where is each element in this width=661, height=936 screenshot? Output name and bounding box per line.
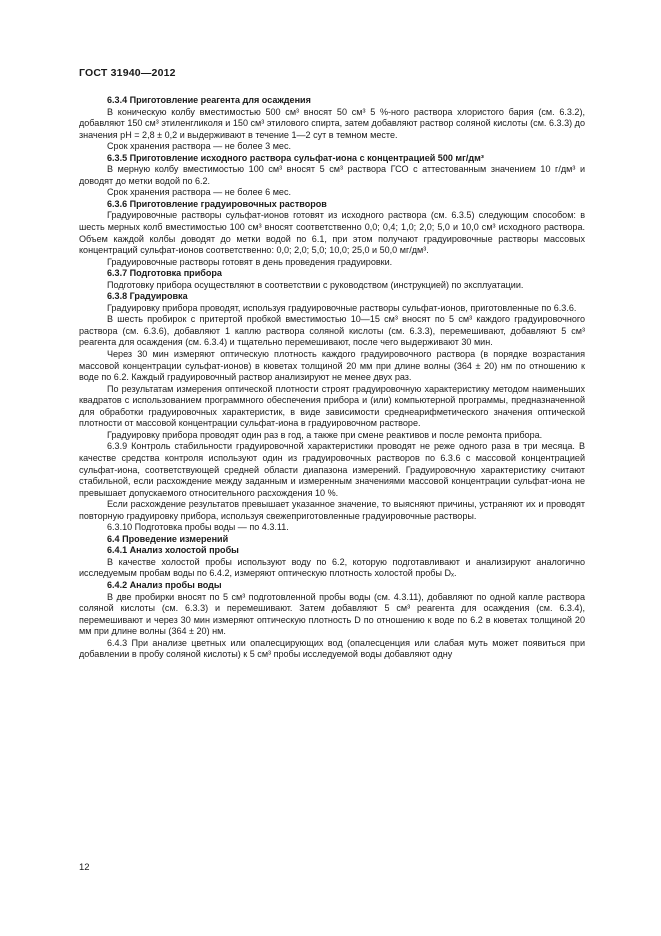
paragraph: Градуировку прибора проводят, используя градуировочные растворы сульфат-ионов, приготовленные по 6.3.6. [107,302,577,313]
paragraph: В мерную колбу вместимостью 100 см³ вносят 5 см³ раствора ГСО с аттестованным значением 10 г/дм³ и доводят до метки водой по 6.2. [79,164,585,186]
paragraph: Градуировку прибора проводят один раз в год, а также при смене реактивов и после ремонта прибора. [107,429,543,440]
paragraph: Срок хранения раствора — не более 6 мес. [107,187,291,198]
paragraph: Через 30 мин измеряют оптическую плотность каждого градуировочного раствора (в порядке возрастания массовой концентрации сульфат-ионов) в кюветах толщиной 20 мм при длине волны (364 ± 20) нм по отношению к воде по 6.2. Каждый градуировочный раствор анализируют не менее двух раз. [79,349,585,383]
paragraph: 6.4.3 При анализе цветных или опалесцирующих вод (опалесценция или слабая муть может появиться при добавлении в пробу соляной кислоты) к 5 см³ пробы исследуемой воды добавляют одну [79,637,585,660]
paragraph: В коническую колбу вместимостью 500 см³ вносят 50 см³ 5 %-ного раствора хлористого бария (см. 6.3.2), добавляют 150 см³ этиленгликоля и 150 см³ этилового спирта, затем добавляют раствор соляной кислоты (см. 6.3.3) до значения pH = 2,8 ± 0,2 и выдерживают в течение 1—2 сут в темном месте. [79,106,585,140]
section-heading: 6.3.7 Подготовка прибора [107,268,222,279]
section-heading: 6.4 Проведение измерений [107,533,229,544]
section-heading: 6.4.1 Анализ холостой пробы [107,545,239,556]
paragraph: Подготовку прибора осуществляют в соответствии с руководством (инструкцией) по эксплуатации. [107,279,524,290]
paragraph: 6.3.10 Подготовка пробы воды — по 4.3.11. [107,522,289,533]
section-heading: 6.3.5 Приготовление исходного раствора сульфат-иона с концентрацией 500 мг/дм³ [107,152,484,163]
paragraph: Градуировочные растворы сульфат-ионов готовят из исходного раствора (см. 6.3.5) следующим способом: в шесть мерных колб вместимостью 100 см³ вносят соответственно 0,0; 0,4; 1,0; 2,0; 5,0 и 10,0 см³ исходного раствора. Объем каждой колбы доводят до метки водой по 6.1, при этом получают градуировочные растворы массовых концентраций сульфат-ионов соответственно: 0,0; 2,0; 5,0; 10,0; 25,0 и 50,0 мг/дм³. [79,210,585,256]
paragraph: В шесть пробирок с притертой пробкой вместимостью 10—15 см³ вносят по 5 см³ каждого градуировочного раствора (см. 6.3.6), добавляют 1 каплю раствора соляной кислоты (см. 6.3.3), перемешивают, добавляют 5 см³ реагента для осаждения (см. 6.3.4) и тщательно перемешивают, после чего выдерживают 30 мин. [79,314,585,348]
paragraph: 6.3.9 Контроль стабильности градуировочной характеристики проводят не реже одного раза в три месяца. В качестве средства контроля используют один из градуировочных растворов по 6.3.6 с массовой концентрацией сульфат-иона, соответствующей средней области диапазона измерений. Градуировочную характеристику считают стабильной, если расхождение между заданным и измеренным значениями массовой концентрации сульфат-иона не превышает допускаемого относительного расхождения 10 %. [79,441,585,498]
section-heading: 6.3.4 Приготовление реагента для осаждения [107,95,311,105]
section-heading: 6.3.8 Градуировка [107,291,188,302]
paragraph: В качестве холостой пробы используют воду по 6.2, которую подготавливают и анализируют аналогично исследуемым пробам воды по 6.4.2, измеряют оптическую плотность холостой пробы Dₓ. [79,556,585,579]
section-heading: 6.3.6 Приготовление градуировочных растворов [107,198,327,209]
section-heading: 6.4.2 Анализ пробы воды [107,579,222,590]
paragraph: Срок хранения раствора — не более 3 мес. [107,141,291,152]
document-body [79,95,585,661]
document-header: ГОСТ 31940—2012 [79,67,176,79]
paragraph: Если расхождение результатов превышает указанное значение, то выясняют причины, устраняют их и проводят повторную градуировку прибора, используя свежеприготовленные градуировочные растворы. [79,499,585,521]
paragraph: В две пробирки вносят по 5 см³ подготовленной пробы воды (см. 4.3.11), добавляют по одной капле раствора соляной кислоты (см. 6.3.3) и перемешивают. Затем добавляют 5 см³ реагента для осаждения (см. 6.3.4), перемешивают и через 30 мин измеряют оптическую плотность D по отношению к воде по 6.2 в кюветах толщиной 20 мм при длине волны (364 ± 20) нм. [79,591,585,637]
paragraph: Градуировочные растворы готовят в день проведения градуировки. [107,256,393,267]
page-number: 12 [79,862,90,873]
paragraph: По результатам измерения оптической плотности строят градуировочную характеристику методом наименьших квадратов с использованием программного обеспечения прибора и (или) компьютерной программы, предназначенной для обработки градуировочных характеристик, в виде зависимости среднеарифметического значения оптической плотности от массовой концентрации сульфат-иона в градуировочном растворе. [79,383,585,429]
